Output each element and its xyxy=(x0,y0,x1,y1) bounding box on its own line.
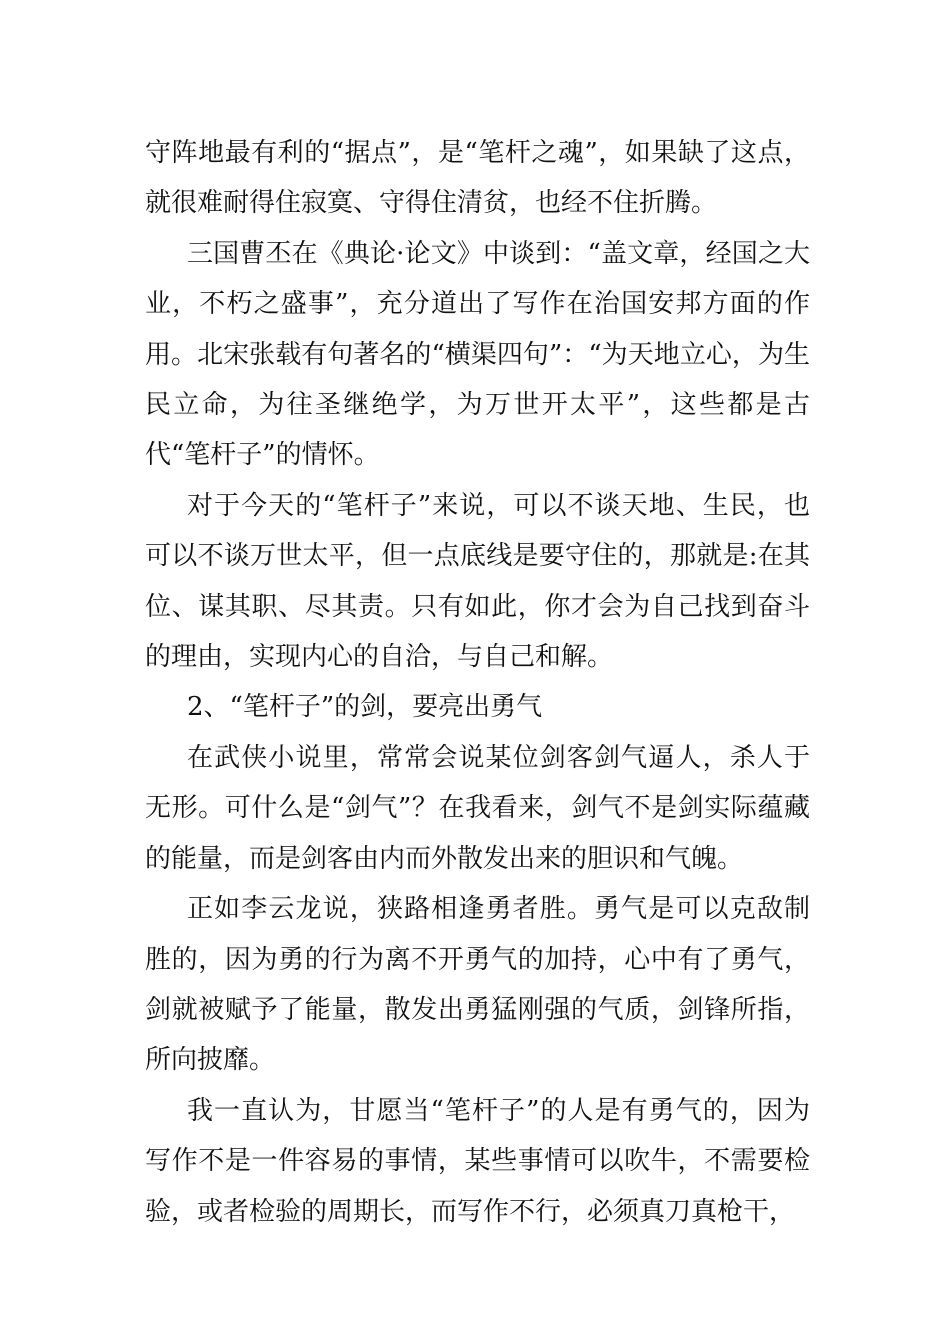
paragraph-continuation: 守阵地最有利的“据点”，是“笔杆之魂”，如果缺了这点，就很难耐得住寂寞、守得住清贫，也经不住折腾。 xyxy=(145,138,810,219)
paragraph-sword-qi: 在武侠小说里，常常会说某位剑客剑气逼人，杀人于无形。可什么是“剑气”？在我看来，剑气不是剑实际蕴藏的能量，而是剑客由内而外散发出来的胆识和气魄。 xyxy=(145,742,810,874)
paragraph-modern-writers: 对于今天的“笔杆子”来说，可以不谈天地、生民，也可以不谈万世太平，但一点底线是要守住的，那就是:在其位、谋其职、尽其责。只有如此，你才会为自己找到奋斗的理由，实现内心的自洽，与自己和解。 xyxy=(145,490,810,673)
document-body xyxy=(145,128,810,1237)
paragraph-caopi-quote: 三国曹丕在《典论·论文》中谈到：“盖文章，经国之大业，不朽之盛事”，充分道出了写作在治国安邦方面的作用。北宋张载有句著名的“横渠四句”：“为天地立心，为生民立命，为往圣继绝学，为万世开太平”，这些都是古代“笔杆子”的情怀。 xyxy=(145,238,810,471)
paragraph-writing-courage: 我一直认为，甘愿当“笔杆子”的人是有勇气的，因为写作不是一件容易的事情，某些事情可以吹牛，不需要检验，或者检验的周期长，而写作不行，必须真刀真枪干， xyxy=(145,1095,810,1227)
section-heading-sword-courage: 2、“笔杆子”的剑，要亮出勇气 xyxy=(187,692,543,723)
paragraph-li-yunlong: 正如李云龙说，狭路相逢勇者胜。勇气是可以克敌制胜的，因为勇的行为离不开勇气的加持，心中有了勇气，剑就被赋予了能量，散发出勇猛刚强的气质，剑锋所指，所向披靡。 xyxy=(145,894,810,1076)
